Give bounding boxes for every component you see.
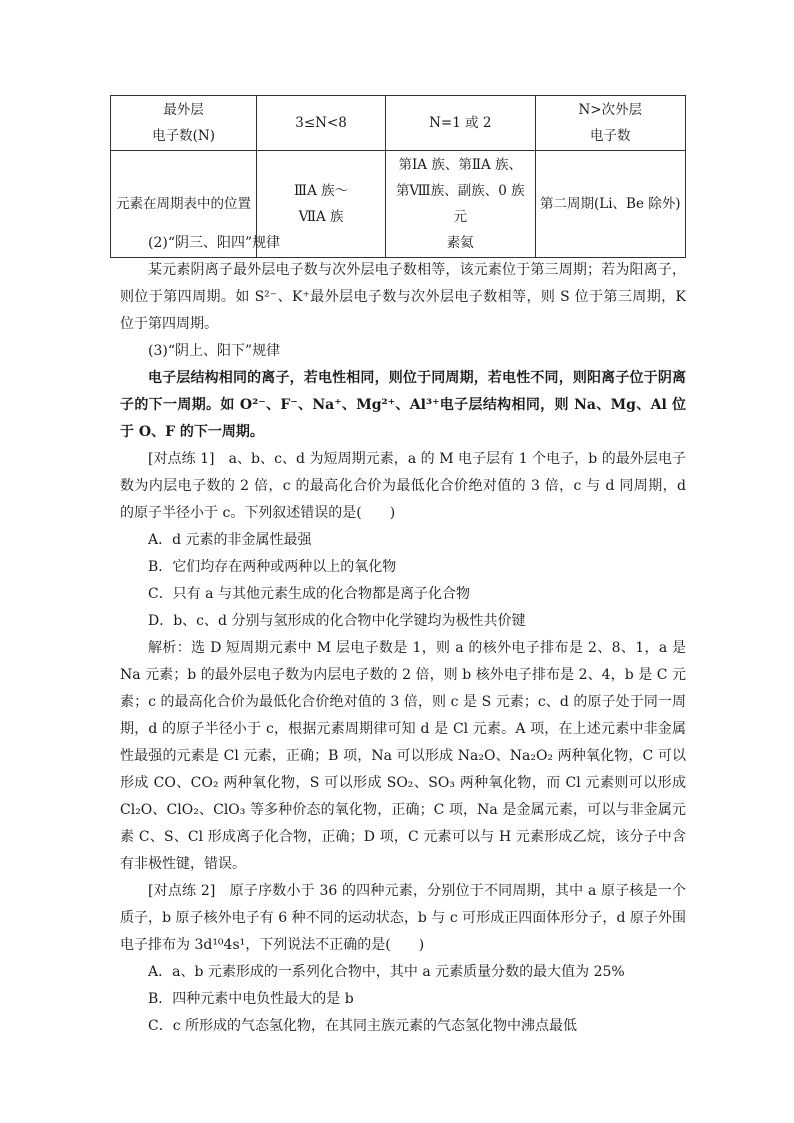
option-c: C．c 所形成的气态氢化物，在其同主族元素的气态氢化物中沸点最低 <box>148 1018 578 1034</box>
exercise-stem: [对点练 1] a、b、c、d 为短周期元素，a 的 M 电子层有 1 个电子，b 的最外层电子数为内层电子数的 2 倍，c 的最高化合价为最低化合价绝对值的 3 倍，c 与 d 同周期，d 的原子半径小于 c。下列叙述错误的是( ) <box>120 451 686 521</box>
section-heading: (3)“阴上、阳下”规律 <box>148 343 281 359</box>
body-text <box>120 230 686 1040</box>
section-heading: (2)“阴三、阳四”规律 <box>148 235 281 251</box>
option-c: C．只有 a 与其他元素生成的化合物都是离子化合物 <box>148 586 470 602</box>
exercise-stem: [对点练 2] 原子序数小于 36 的四种元素，分别位于不同周期，其中 a 原子核是一个质子，b 原子核外电子有 6 种不同的运动状态，b 与 c 可形成正四面体形分子，d 原子外围电子排布为 3d¹⁰4s¹，下列说法不正确的是( ) <box>120 883 686 953</box>
table-row <box>111 96 686 151</box>
analysis <box>120 635 686 878</box>
cell-text: 电子数(N) <box>152 128 215 144</box>
cell-text: 第二周期(Li、Be 除外) <box>539 196 681 212</box>
cell-text: 电子数 <box>590 128 631 144</box>
option-d: D．b、c、d 分别与氢形成的化合物中化学键均为极性共价键 <box>148 613 526 629</box>
table-cell <box>535 96 685 151</box>
table-cell <box>257 96 386 151</box>
cell-text: ⅦA 族 <box>298 209 344 225</box>
cell-text: 元素在周期表中的位置 <box>116 196 252 212</box>
cell-text: N>次外层 <box>578 102 643 118</box>
analysis-text: 短周期元素中 M 层电子数是 1，则 a 的核外电子排布是 2、8、1，a 是 Na 元素；b 的最外层电子数为内层电子数的 2 倍，则 b 核外电子排布是 2、4，b 是 C 元素；c 的最高化合价为最低化合价绝对值的 3 倍，则 c 是 S 元素；c、d 的原子处于同一周期，d 的原子半径小于 c，根据元素周期律可知 d 是 Cl 元素。A 项，在上述元素中非金属性最强的元素是 Cl 元素，正确；B 项，Na 可以形成 Na₂O、Na₂O₂ 两种氧化物，C 可以形成 CO、CO₂ 两种氧化物，S 可以形成 SO₂、SO₃ 两种氧化物，而 Cl 元素则可以形成 Cl₂O、ClO₂、ClO₃ 等多种价态的氧化物，正确；C 项，Na 是金属元素，可以与非金属元素 C、S、Cl 形成离子化合物，正确；D 项，C 元素可以与 H 元素形成乙烷，该分子中含有非极性键，错误。 <box>120 640 686 872</box>
cell-text: 第Ⅷ族、副族、0 族元 <box>395 183 525 225</box>
cell-text: 素氦 <box>446 235 474 251</box>
option-b: B．它们均存在两种或两种以上的氧化物 <box>148 559 397 575</box>
cell-text: ⅢA 族～ <box>294 183 349 199</box>
table-cell <box>386 96 535 151</box>
option-a: A．a、b 元素形成的一系列化合物中，其中 a 元素质量分数的最大值为 25% <box>148 964 625 980</box>
cell-text: 3≤N<8 <box>295 115 347 131</box>
cell-text: 第ⅠA 族、第ⅡA 族、 <box>398 157 523 173</box>
option-b: B．四种元素中电负性最大的是 b <box>148 991 354 1007</box>
option-a: A．d 元素的非金属性最强 <box>148 532 312 548</box>
paragraph: 电子层结构相同的离子，若电性相同，则位于同周期，若电性不同，则阳离子位于阴离子的下一周期。如 O²⁻、F⁻、Na⁺、Mg²⁺、Al³⁺电子层结构相同，则 Na、Mg、Al 位于 O、F 的下一周期。 <box>120 370 686 440</box>
cell-text: 最外层 <box>163 102 204 118</box>
table-cell <box>111 96 257 151</box>
analysis-label: 解析：选 D <box>148 640 222 656</box>
cell-text: N=1 或 2 <box>429 115 492 131</box>
paragraph: 某元素阴离子最外层电子数与次外层电子数相等，该元素位于第三周期；若为阳离子，则位于第四周期。如 S²⁻、K⁺最外层电子数与次外层电子数相等，则 S 位于第三周期，K 位于第四周期。 <box>120 262 686 332</box>
